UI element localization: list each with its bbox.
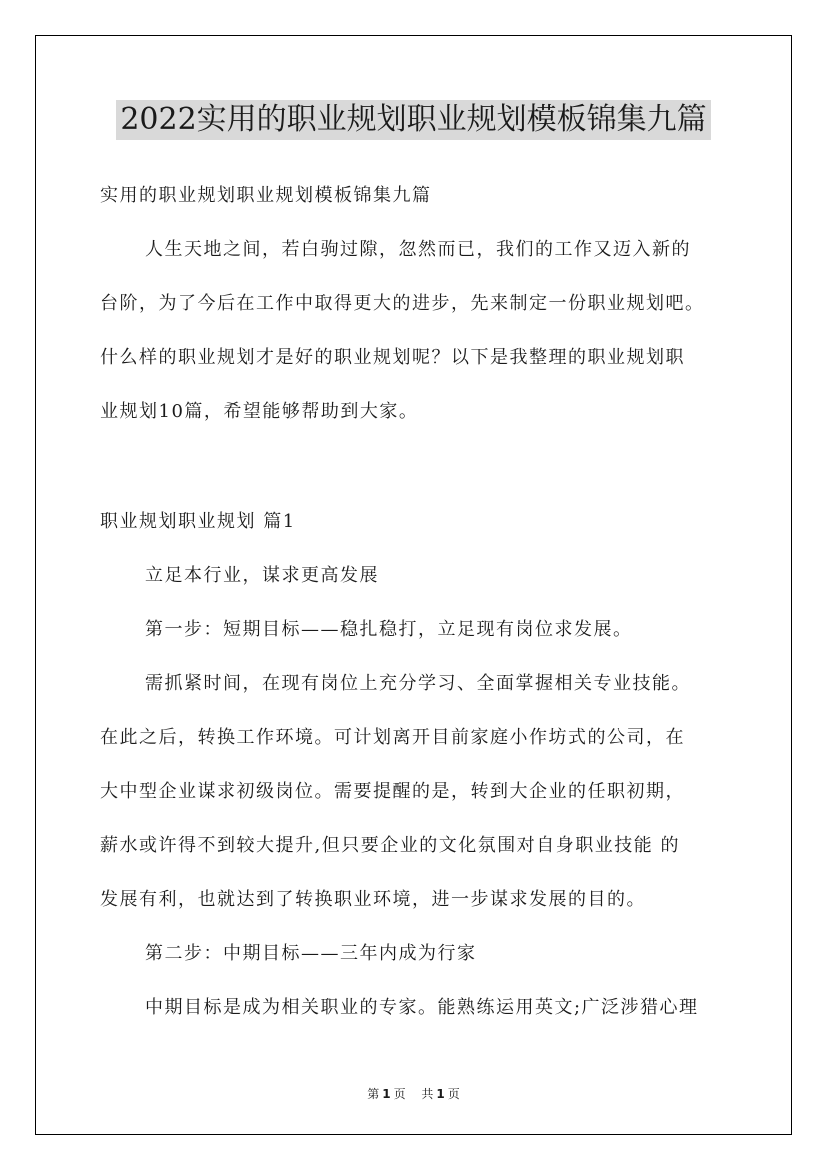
intro-line-4: 业规划10篇，希望能够帮助到大家。 bbox=[100, 401, 419, 422]
total-prefix: 共 bbox=[421, 1087, 434, 1101]
total-number: 1 bbox=[436, 1087, 445, 1101]
intro-line-1: 人生天地之间，若白驹过隙，忽然而已，我们的工作又迈入新的 bbox=[145, 239, 691, 260]
page-footer bbox=[0, 1085, 827, 1102]
section-line-2: 第一步：短期目标——稳扎稳打，立足现有岗位求发展。 bbox=[145, 619, 633, 640]
page-prefix: 第 bbox=[367, 1087, 380, 1101]
total-indicator bbox=[418, 1087, 462, 1101]
section-line-1: 立足本行业，谋求更高发展 bbox=[145, 565, 379, 586]
page-indicator bbox=[364, 1087, 408, 1101]
section-line-4: 在此之后，转换工作环境。可计划离开目前家庭小作坊式的公司，在 bbox=[100, 727, 685, 748]
section-line-8: 第二步：中期目标——三年内成为行家 bbox=[145, 943, 477, 964]
total-suffix: 页 bbox=[447, 1087, 460, 1101]
title-wrap bbox=[0, 100, 827, 140]
document-subtitle: 实用的职业规划职业规划模板锦集九篇 bbox=[100, 185, 432, 206]
page-suffix: 页 bbox=[393, 1087, 406, 1101]
section-heading: 职业规划职业规划 篇1 bbox=[100, 511, 296, 532]
section-line-3: 需抓紧时间，在现有岗位上充分学习、全面掌握相关专业技能。 bbox=[145, 673, 691, 694]
section-line-5: 大中型企业谋求初级岗位。需要提醒的是，转到大企业的任职初期， bbox=[100, 781, 685, 802]
section-line-7: 发展有利，也就达到了转换职业环境，进一步谋求发展的目的。 bbox=[100, 889, 646, 910]
document-title: 2022实用的职业规划职业规划模板锦集九篇 bbox=[116, 100, 710, 140]
section-line-6: 薪水或许得不到较大提升,但只要企业的文化氛围对自身职业技能 的 bbox=[100, 835, 680, 856]
intro-line-3: 什么样的职业规划才是好的职业规划呢？以下是我整理的职业规划职 bbox=[100, 347, 685, 368]
intro-line-2: 台阶，为了今后在工作中取得更大的进步，先来制定一份职业规划吧。 bbox=[100, 293, 705, 314]
page-number: 1 bbox=[382, 1087, 391, 1101]
section-line-9: 中期目标是成为相关职业的专家。能熟练运用英文;广泛涉猎心理 bbox=[145, 997, 699, 1018]
